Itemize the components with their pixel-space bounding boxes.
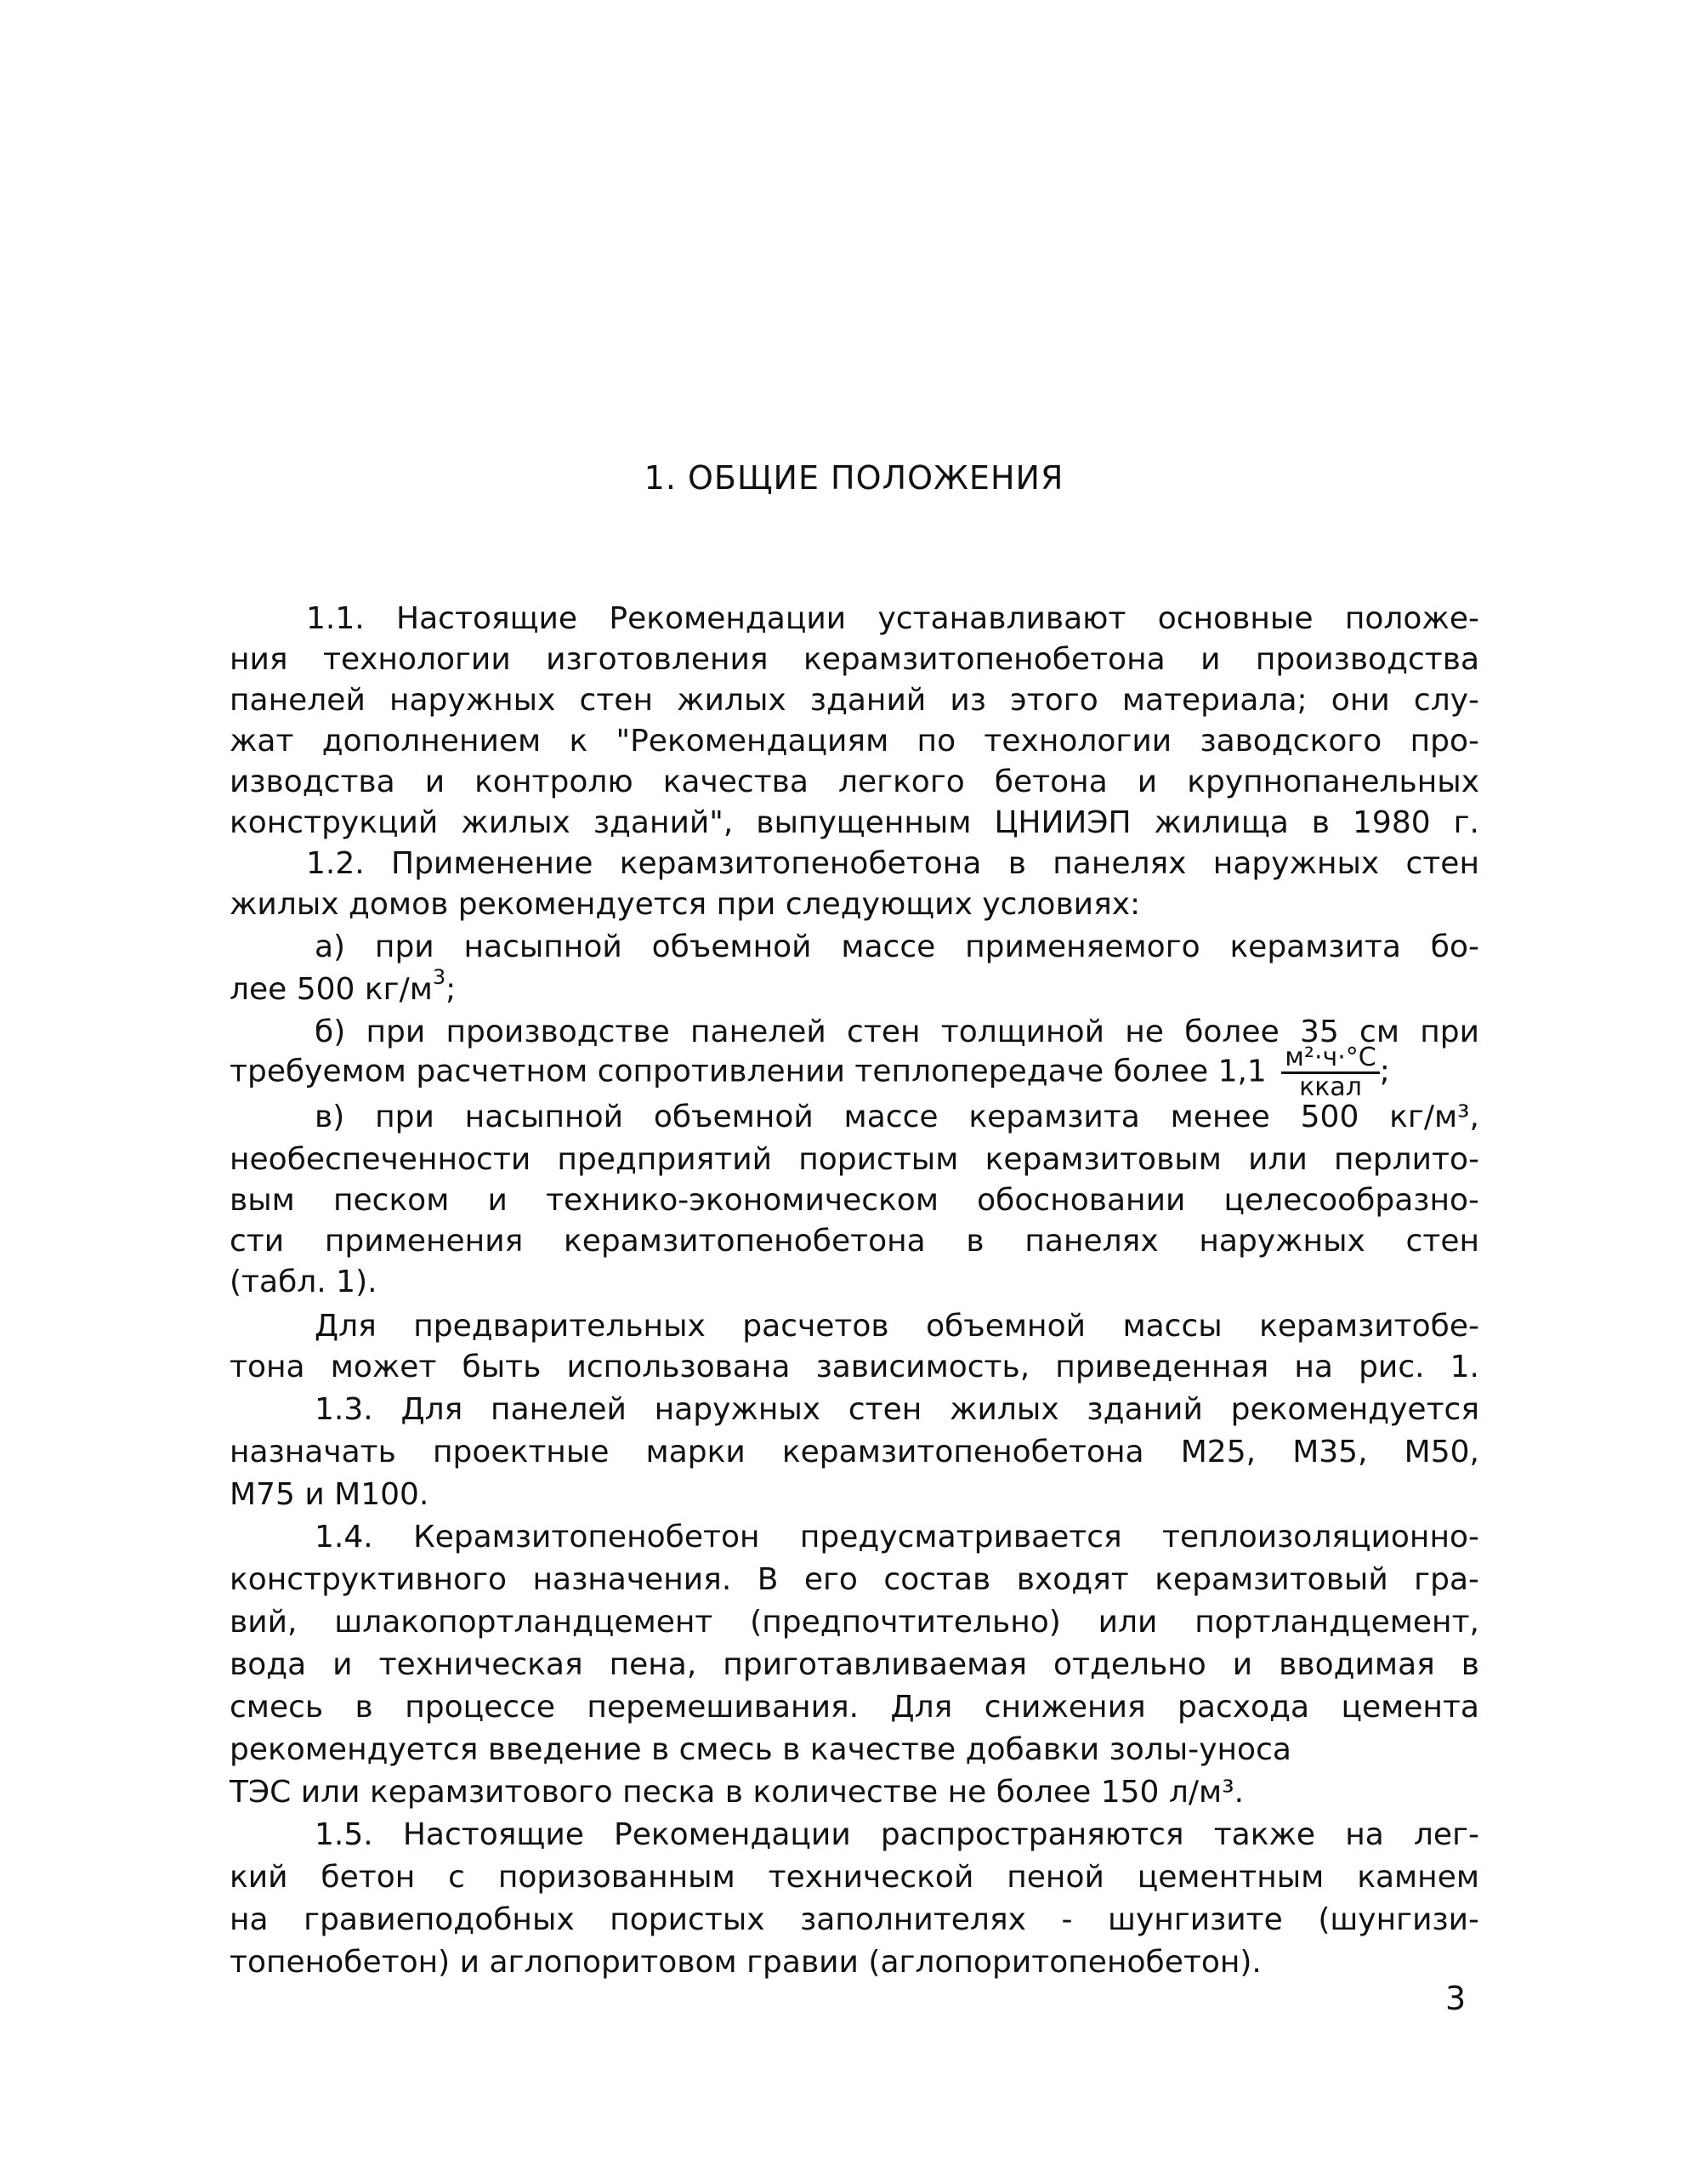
text-line: вода и техническая пена, приготавливаемая отдельно и вводимая в (230, 1647, 1479, 1682)
text-line: ТЭС или керамзитового песка в количестве не более 150 л/м³. (230, 1775, 1245, 1810)
text-line: (табл. 1). (230, 1265, 377, 1299)
text-line: необеспеченности предприятий пористым керамзитовым или перлито- (230, 1142, 1479, 1177)
text-line: 1.4. Керамзитопенобетон предусматривается теплоизоляционно- (315, 1520, 1479, 1555)
text-line: М75 и М100. (230, 1477, 429, 1512)
text-line: смесь в процессе перемешивания. Для снижения расхода цемента (230, 1690, 1479, 1725)
text-line: кий бетон с поризованным технической пеной цементным камнем (230, 1860, 1479, 1895)
text-line: 1.3. Для панелей наружных стен жилых зданий рекомендуется (315, 1392, 1479, 1427)
text-line: 1.1. Настоящие Рекомендации устанавливают основные положе- (306, 601, 1479, 636)
text-line: сти применения керамзитопенобетона в панелях наружных стен (230, 1224, 1479, 1259)
text-line: жат дополнением к "Рекомендациям по технологии заводского про- (230, 724, 1479, 759)
text-line: ния технологии изготовления керамзитопенобетона и производства (230, 642, 1479, 677)
text-line: конструктивного назначения. В его состав входят керамзитовый гра- (230, 1562, 1479, 1597)
fraction-numerator: м²·ч·°С (1281, 1044, 1379, 1074)
text-line-with-superscript (230, 965, 1479, 1013)
text-line: б) при производстве панелей стен толщиной не более 35 см при (315, 1015, 1479, 1049)
section-heading: 1. ОБЩИЕ ПОЛОЖЕНИЯ (644, 459, 1064, 497)
text-line: вым песком и технико-экономическом обосновании целесообразно- (230, 1183, 1479, 1218)
text-line: в) при насыпной объемной массе керамзита менее 500 кг/м³, (315, 1100, 1479, 1134)
text-line: Для предварительных расчетов объемной массы керамзитобе- (315, 1309, 1479, 1344)
text-line: назначать проектные марки керамзитопенобетона М25, М35, М50, (230, 1435, 1479, 1469)
text-fragment: ; (445, 972, 457, 1007)
text-line: изводства и контролю качества легкого бетона и крупнопанельных (230, 765, 1479, 799)
text-line: а) при насыпной объемной массе применяемого керамзита бо- (315, 929, 1479, 964)
text-line: тона может быть использована зависимость, приведенная на рис. 1. (230, 1350, 1479, 1384)
superscript: 3 (432, 965, 446, 989)
text-line: жилых домов рекомендуется при следующих условиях: (230, 887, 1141, 922)
text-line: рекомендуется введение в смесь в качестве добавки золы-уноса (230, 1732, 1291, 1767)
text-fragment: требуемом расчетном сопротивлении теплопередаче более 1,1 (230, 1054, 1267, 1089)
page-number: 3 (1445, 1980, 1467, 2017)
text-line: 1.2. Применение керамзитопенобетона в панелях наружных стен (306, 846, 1479, 881)
text-fragment: ; (1379, 1054, 1390, 1089)
text-line: вий, шлакопортландцемент (предпочтительно) или портландцемент, (230, 1605, 1479, 1640)
text-line-with-fraction (230, 1044, 1479, 1101)
text-fragment: лее 500 кг/м (230, 972, 433, 1007)
text-line: конструкций жилых зданий", выпущенным ЦНИИЭП жилища в 1980 г. (230, 805, 1479, 840)
text-line: на гравиеподобных пористых заполнителях - шунгизите (шунгизи- (230, 1902, 1479, 1937)
text-line: панелей наружных стен жилых зданий из этого материала; они слу- (230, 683, 1479, 718)
text-line: топенобетон) и аглопоритовом гравии (аглопоритопенобетон). (230, 1945, 1262, 1980)
text-line: 1.5. Настоящие Рекомендации распространяются также на лег- (315, 1817, 1479, 1852)
unit-fraction (1281, 1044, 1379, 1101)
fraction-denominator: ккал (1299, 1072, 1362, 1102)
